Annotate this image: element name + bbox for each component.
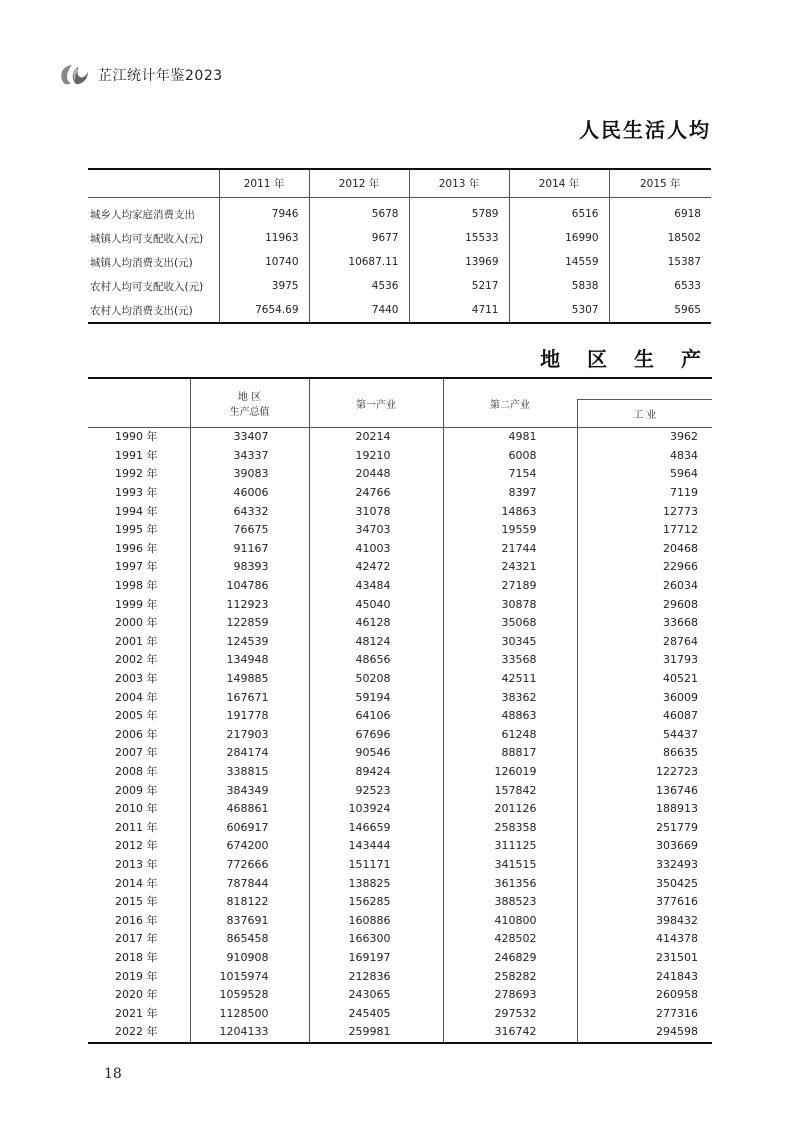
primary-industry-cell: 169197 xyxy=(309,949,443,968)
gdp-cell: 33407 xyxy=(190,428,309,447)
industry-cell: 40521 xyxy=(577,670,712,689)
industry-cell: 22966 xyxy=(577,558,712,577)
table-row xyxy=(88,726,712,745)
gdp-cell: 122859 xyxy=(190,614,309,633)
primary-industry-cell: 243065 xyxy=(309,986,443,1005)
year-cell: 2003 年 xyxy=(115,672,158,686)
year-cell: 1997 年 xyxy=(115,560,158,574)
gdp-cell: 674200 xyxy=(190,837,309,856)
table-row xyxy=(88,800,712,819)
header-blank xyxy=(577,378,712,400)
secondary-industry-cell: 61248 xyxy=(443,726,577,745)
industry-cell: 54437 xyxy=(577,726,712,745)
gdp-cell: 76675 xyxy=(190,521,309,540)
year-cell: 2012 年 xyxy=(115,839,158,853)
year-cell: 1995 年 xyxy=(115,523,158,537)
secondary-industry-cell: 297532 xyxy=(443,1004,577,1023)
industry-cell: 46087 xyxy=(577,707,712,726)
secondary-industry-cell: 157842 xyxy=(443,781,577,800)
industry-cell: 398432 xyxy=(577,911,712,930)
industry-cell: 36009 xyxy=(577,688,712,707)
primary-industry-cell: 48124 xyxy=(309,633,443,652)
primary-industry-cell: 43484 xyxy=(309,577,443,596)
industry-cell: 122723 xyxy=(577,763,712,782)
year-cell: 2009 年 xyxy=(115,783,158,797)
table-row xyxy=(88,577,712,596)
year-cell: 2022 年 xyxy=(115,1025,158,1039)
table-row xyxy=(88,502,712,521)
stub-header xyxy=(88,378,190,428)
table-row xyxy=(88,651,712,670)
table-row xyxy=(88,250,711,274)
primary-industry-cell: 45040 xyxy=(309,595,443,614)
table-row xyxy=(88,274,711,298)
table-row xyxy=(88,1023,712,1043)
table-row xyxy=(88,633,712,652)
secondary-industry-cell: 341515 xyxy=(443,856,577,875)
gdp-cell: 98393 xyxy=(190,558,309,577)
table-cell: 11963 xyxy=(219,226,309,250)
gdp-cell: 606917 xyxy=(190,818,309,837)
table-cell: 5217 xyxy=(409,274,509,298)
industry-cell: 136746 xyxy=(577,781,712,800)
primary-industry-cell: 59194 xyxy=(309,688,443,707)
table-cell: 7946 xyxy=(219,198,309,227)
regional-production-table xyxy=(88,377,712,1044)
industry-cell: 294598 xyxy=(577,1023,712,1043)
industry-cell: 260958 xyxy=(577,986,712,1005)
secondary-industry-cell: 6008 xyxy=(443,447,577,466)
secondary-industry-cell: 33568 xyxy=(443,651,577,670)
primary-industry-cell: 92523 xyxy=(309,781,443,800)
primary-industry-cell: 156285 xyxy=(309,893,443,912)
industry-cell: 12773 xyxy=(577,502,712,521)
year-cell: 2014 年 xyxy=(115,876,158,890)
primary-industry-cell: 20448 xyxy=(309,465,443,484)
secondary-industry-cell: 27189 xyxy=(443,577,577,596)
table-row xyxy=(88,198,711,227)
gdp-cell: 865458 xyxy=(190,930,309,949)
row-label: 城乡人均家庭消费支出 xyxy=(90,208,195,221)
primary-industry-cell: 89424 xyxy=(309,763,443,782)
year-cell: 1996 年 xyxy=(115,541,158,555)
table-row xyxy=(88,837,712,856)
secondary-industry-cell: 30345 xyxy=(443,633,577,652)
secondary-industry-cell: 88817 xyxy=(443,744,577,763)
table-row xyxy=(88,930,712,949)
secondary-industry-cell: 361356 xyxy=(443,874,577,893)
industry-header: 工 业 xyxy=(577,400,712,428)
industry-cell: 20468 xyxy=(577,540,712,559)
industry-cell: 4834 xyxy=(577,447,712,466)
table-row xyxy=(88,595,712,614)
secondary-industry-cell: 410800 xyxy=(443,911,577,930)
table-row xyxy=(88,614,712,633)
table-row xyxy=(88,744,712,763)
table-cell: 7440 xyxy=(309,298,409,323)
table-row xyxy=(88,298,711,323)
table-row xyxy=(88,707,712,726)
table-row xyxy=(88,521,712,540)
year-cell: 2016 年 xyxy=(115,913,158,927)
row-label: 农村人均可支配收入(元) xyxy=(90,280,204,293)
gdp-cell: 46006 xyxy=(190,484,309,503)
table2-title: 地 区 生 产 xyxy=(540,347,711,371)
industry-cell: 3962 xyxy=(577,428,712,447)
primary-industry-cell: 31078 xyxy=(309,502,443,521)
gdp-cell: 39083 xyxy=(190,465,309,484)
table-cell: 18502 xyxy=(609,226,711,250)
year-cell: 1992 年 xyxy=(115,467,158,481)
table-row xyxy=(88,874,712,893)
secondary-industry-cell: 311125 xyxy=(443,837,577,856)
secondary-industry-cell: 24321 xyxy=(443,558,577,577)
secondary-industry-cell: 30878 xyxy=(443,595,577,614)
table-cell: 5307 xyxy=(509,298,609,323)
industry-cell: 7119 xyxy=(577,484,712,503)
secondary-industry-cell: 14863 xyxy=(443,502,577,521)
industry-cell: 188913 xyxy=(577,800,712,819)
year-cell: 2001 年 xyxy=(115,634,158,648)
table-cell: 4536 xyxy=(309,274,409,298)
gdp-header-line2: 生产总值 xyxy=(229,407,270,418)
industry-cell: 26034 xyxy=(577,577,712,596)
secondary-industry-cell: 19559 xyxy=(443,521,577,540)
year-cell: 2000 年 xyxy=(115,616,158,630)
year-cell: 2020 年 xyxy=(115,988,158,1002)
gdp-cell: 384349 xyxy=(190,781,309,800)
industry-cell: 241843 xyxy=(577,967,712,986)
gdp-cell: 104786 xyxy=(190,577,309,596)
gdp-cell: 167671 xyxy=(190,688,309,707)
primary-industry-cell: 19210 xyxy=(309,447,443,466)
living-standards-table xyxy=(88,168,711,324)
year-cell: 2015 年 xyxy=(115,895,158,909)
year-cell: 1990 年 xyxy=(115,430,158,444)
gdp-cell: 1128500 xyxy=(190,1004,309,1023)
book-title: 芷江统计年鉴2023 xyxy=(98,68,223,84)
table-row xyxy=(88,856,712,875)
gdp-cell: 217903 xyxy=(190,726,309,745)
row-label: 城镇人均可支配收入(元) xyxy=(90,232,204,245)
secondary-industry-cell: 35068 xyxy=(443,614,577,633)
gdp-cell: 34337 xyxy=(190,447,309,466)
primary-industry-cell: 259981 xyxy=(309,1023,443,1043)
table-cell: 15533 xyxy=(409,226,509,250)
primary-industry-cell: 64106 xyxy=(309,707,443,726)
year-cell: 1994 年 xyxy=(115,504,158,518)
table-cell: 16990 xyxy=(509,226,609,250)
table-cell: 5789 xyxy=(409,198,509,227)
table-row xyxy=(88,465,712,484)
year-cell: 2008 年 xyxy=(115,764,158,778)
year-cell: 2006 年 xyxy=(115,727,158,741)
primary-industry-cell: 138825 xyxy=(309,874,443,893)
industry-cell: 377616 xyxy=(577,893,712,912)
table-row xyxy=(88,447,712,466)
table-row xyxy=(88,949,712,968)
gdp-cell: 772666 xyxy=(190,856,309,875)
primary-industry-cell: 160886 xyxy=(309,911,443,930)
industry-cell: 332493 xyxy=(577,856,712,875)
table-cell: 6533 xyxy=(609,274,711,298)
year-cell: 2021 年 xyxy=(115,1006,158,1020)
table1-title: 人民生活人均 xyxy=(579,118,711,142)
table-cell: 7654.69 xyxy=(219,298,309,323)
table-row xyxy=(88,540,712,559)
secondary-industry-cell: 278693 xyxy=(443,986,577,1005)
primary-industry-cell: 48656 xyxy=(309,651,443,670)
year-cell: 2007 年 xyxy=(115,746,158,760)
secondary-industry-cell: 388523 xyxy=(443,893,577,912)
industry-cell: 29608 xyxy=(577,595,712,614)
table-row xyxy=(88,1004,712,1023)
secondary-industry-cell: 38362 xyxy=(443,688,577,707)
year-cell: 2005 年 xyxy=(115,709,158,723)
secondary-industry-cell: 316742 xyxy=(443,1023,577,1043)
primary-industry-cell: 50208 xyxy=(309,670,443,689)
industry-cell: 31793 xyxy=(577,651,712,670)
year-cell: 1999 年 xyxy=(115,597,158,611)
primary-industry-cell: 42472 xyxy=(309,558,443,577)
year-cell: 2011 年 xyxy=(115,820,158,834)
primary-industry-cell: 24766 xyxy=(309,484,443,503)
column-header: 2011 年 xyxy=(219,169,309,198)
secondary-industry-cell: 8397 xyxy=(443,484,577,503)
secondary-industry-cell: 258358 xyxy=(443,818,577,837)
year-cell: 1991 年 xyxy=(115,448,158,462)
primary-industry-cell: 212836 xyxy=(309,967,443,986)
year-cell: 1993 年 xyxy=(115,486,158,500)
gdp-cell: 787844 xyxy=(190,874,309,893)
primary-industry-cell: 245405 xyxy=(309,1004,443,1023)
gdp-cell: 64332 xyxy=(190,502,309,521)
table-row xyxy=(88,781,712,800)
table-cell: 15387 xyxy=(609,250,711,274)
column-header: 2014 年 xyxy=(509,169,609,198)
yearbook-logo-icon xyxy=(58,63,92,87)
secondary-industry-cell: 258282 xyxy=(443,967,577,986)
primary-industry-header: 第一产业 xyxy=(309,378,443,428)
table-row xyxy=(88,558,712,577)
gdp-cell: 468861 xyxy=(190,800,309,819)
primary-industry-cell: 151171 xyxy=(309,856,443,875)
secondary-industry-header: 第二产业 xyxy=(443,378,577,428)
primary-industry-cell: 20214 xyxy=(309,428,443,447)
table-cell: 6516 xyxy=(509,198,609,227)
primary-industry-cell: 166300 xyxy=(309,930,443,949)
secondary-industry-cell: 42511 xyxy=(443,670,577,689)
primary-industry-cell: 143444 xyxy=(309,837,443,856)
secondary-industry-cell: 201126 xyxy=(443,800,577,819)
gdp-cell: 134948 xyxy=(190,651,309,670)
stub-header xyxy=(88,169,219,198)
table-row xyxy=(88,911,712,930)
industry-cell: 303669 xyxy=(577,837,712,856)
primary-industry-cell: 41003 xyxy=(309,540,443,559)
year-cell: 2013 年 xyxy=(115,857,158,871)
column-header: 2015 年 xyxy=(609,169,711,198)
primary-industry-cell: 90546 xyxy=(309,744,443,763)
table-cell: 5838 xyxy=(509,274,609,298)
year-cell: 2004 年 xyxy=(115,690,158,704)
industry-cell: 350425 xyxy=(577,874,712,893)
year-cell: 2018 年 xyxy=(115,950,158,964)
table-row xyxy=(88,818,712,837)
gdp-cell: 91167 xyxy=(190,540,309,559)
gdp-header xyxy=(190,378,309,428)
secondary-industry-cell: 126019 xyxy=(443,763,577,782)
table-cell: 10687.11 xyxy=(309,250,409,274)
gdp-cell: 910908 xyxy=(190,949,309,968)
table-row xyxy=(88,967,712,986)
gdp-header-line1: 地 区 xyxy=(237,392,262,403)
gdp-cell: 1015974 xyxy=(190,967,309,986)
gdp-cell: 284174 xyxy=(190,744,309,763)
gdp-cell: 338815 xyxy=(190,763,309,782)
table-cell: 4711 xyxy=(409,298,509,323)
table-header-row xyxy=(88,169,711,198)
secondary-industry-cell: 4981 xyxy=(443,428,577,447)
industry-cell: 28764 xyxy=(577,633,712,652)
primary-industry-cell: 146659 xyxy=(309,818,443,837)
table-row xyxy=(88,670,712,689)
table-cell: 5678 xyxy=(309,198,409,227)
table-row xyxy=(88,688,712,707)
table-cell: 6918 xyxy=(609,198,711,227)
table-cell: 10740 xyxy=(219,250,309,274)
table-row xyxy=(88,226,711,250)
primary-industry-cell: 103924 xyxy=(309,800,443,819)
row-label: 城镇人均消费支出(元) xyxy=(90,256,193,269)
table-row xyxy=(88,986,712,1005)
industry-cell: 414378 xyxy=(577,930,712,949)
gdp-cell: 149885 xyxy=(190,670,309,689)
industry-cell: 251779 xyxy=(577,818,712,837)
page-header xyxy=(58,62,223,88)
primary-industry-cell: 46128 xyxy=(309,614,443,633)
primary-industry-cell: 34703 xyxy=(309,521,443,540)
industry-cell: 277316 xyxy=(577,1004,712,1023)
table-row xyxy=(88,893,712,912)
gdp-cell: 124539 xyxy=(190,633,309,652)
secondary-industry-cell: 246829 xyxy=(443,949,577,968)
table-cell: 14559 xyxy=(509,250,609,274)
table-cell: 3975 xyxy=(219,274,309,298)
primary-industry-cell: 67696 xyxy=(309,726,443,745)
gdp-cell: 1204133 xyxy=(190,1023,309,1043)
gdp-cell: 112923 xyxy=(190,595,309,614)
industry-cell: 86635 xyxy=(577,744,712,763)
industry-cell: 33668 xyxy=(577,614,712,633)
gdp-cell: 818122 xyxy=(190,893,309,912)
gdp-cell: 837691 xyxy=(190,911,309,930)
table-row xyxy=(88,484,712,503)
secondary-industry-cell: 48863 xyxy=(443,707,577,726)
gdp-cell: 1059528 xyxy=(190,986,309,1005)
secondary-industry-cell: 428502 xyxy=(443,930,577,949)
year-cell: 2010 年 xyxy=(115,802,158,816)
row-label: 农村人均消费支出(元) xyxy=(90,304,193,317)
column-header: 2012 年 xyxy=(309,169,409,198)
table-row xyxy=(88,763,712,782)
industry-cell: 231501 xyxy=(577,949,712,968)
table-cell: 9677 xyxy=(309,226,409,250)
table-row xyxy=(88,428,712,447)
page-number: 18 xyxy=(104,1066,122,1082)
year-cell: 2017 年 xyxy=(115,932,158,946)
year-cell: 2019 年 xyxy=(115,969,158,983)
table-cell: 5965 xyxy=(609,298,711,323)
industry-cell: 17712 xyxy=(577,521,712,540)
year-cell: 2002 年 xyxy=(115,653,158,667)
table-cell: 13969 xyxy=(409,250,509,274)
secondary-industry-cell: 7154 xyxy=(443,465,577,484)
year-cell: 1998 年 xyxy=(115,579,158,593)
gdp-cell: 191778 xyxy=(190,707,309,726)
secondary-industry-cell: 21744 xyxy=(443,540,577,559)
industry-cell: 5964 xyxy=(577,465,712,484)
column-header: 2013 年 xyxy=(409,169,509,198)
